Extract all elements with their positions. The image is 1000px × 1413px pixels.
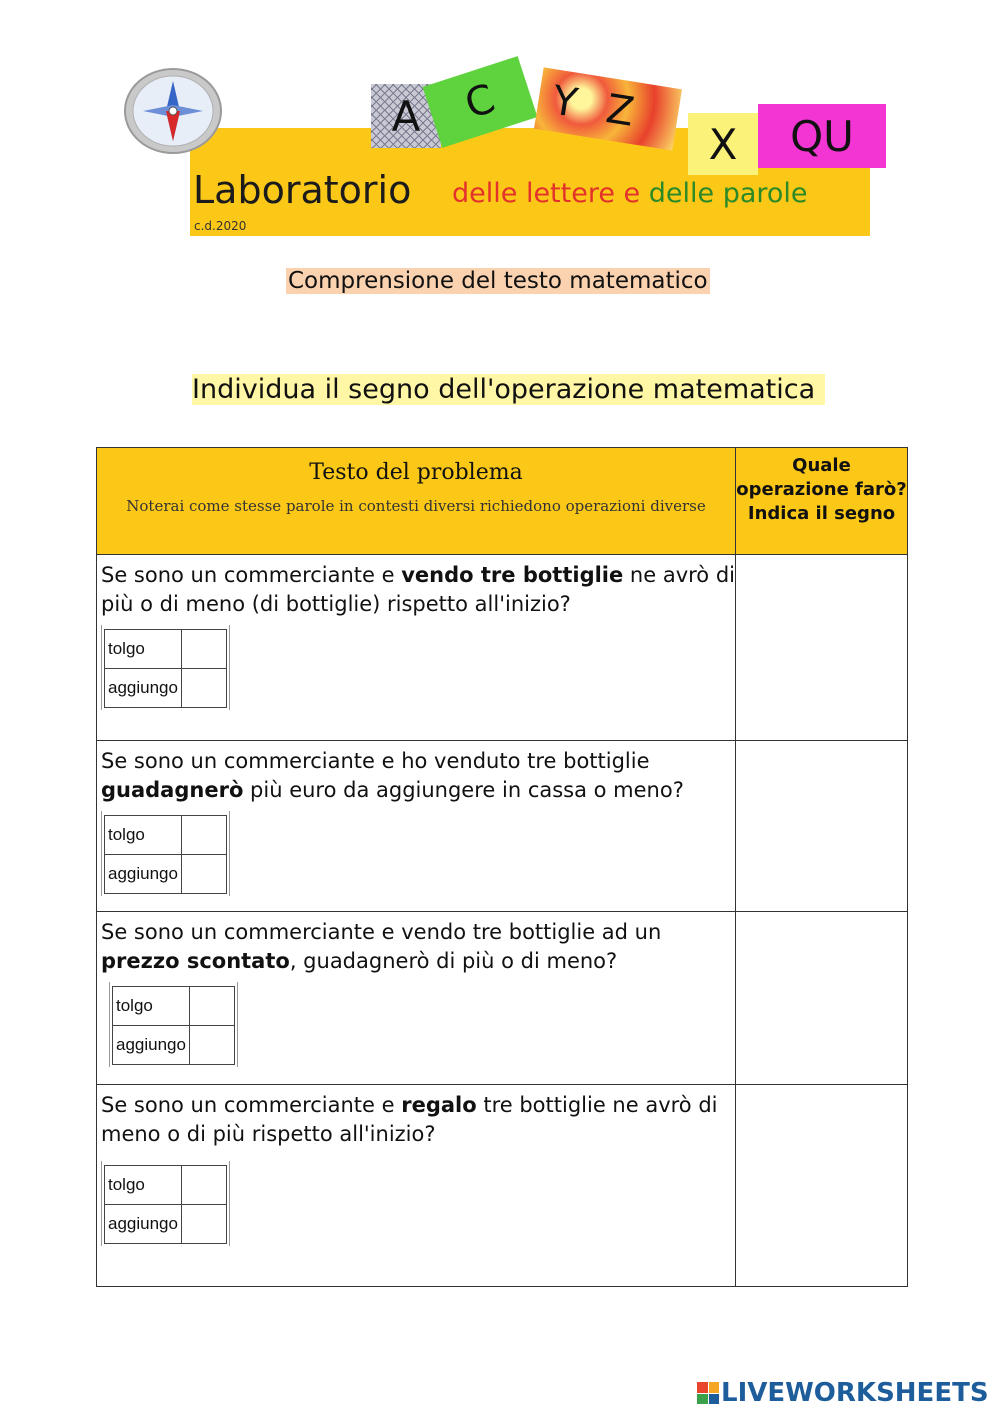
option-table-wrapper bbox=[109, 982, 238, 1067]
header-banner bbox=[0, 0, 1000, 250]
question-text: Se sono un commerciante e vendo tre bottiglie ad un bbox=[101, 920, 662, 944]
option-label-aggiungo: aggiungo bbox=[105, 669, 182, 708]
option-label-tolgo: tolgo bbox=[113, 987, 190, 1026]
question-text: più euro da aggiungere in cassa o meno? bbox=[243, 778, 684, 802]
column-header-operation: Quale operazione farò? Indica il segno bbox=[736, 448, 908, 555]
table-row bbox=[97, 741, 908, 912]
banner-subtitle-part1: delle lettere e bbox=[452, 178, 641, 209]
option-table-wrapper bbox=[101, 625, 230, 710]
answer-sign-cell[interactable] bbox=[736, 1085, 908, 1287]
option-label-aggiungo: aggiungo bbox=[105, 1205, 182, 1244]
banner-credit: c.d.2020 bbox=[194, 219, 247, 233]
column-header-title: Testo del problema bbox=[309, 460, 523, 485]
banner-title: Laboratorio bbox=[193, 168, 412, 212]
question-text: tre bottiglie ne avrò di meno o di più rispetto all'inizio? bbox=[101, 1093, 718, 1146]
question-text: ne avrò di più o di meno (di bottiglie) rispetto all'inizio? bbox=[101, 563, 735, 616]
question-keyword: vendo tre bottiglie bbox=[401, 563, 624, 587]
question-text: , guadagnerò di più o di meno? bbox=[289, 949, 618, 973]
table-row bbox=[97, 555, 908, 741]
table-row bbox=[97, 1085, 908, 1287]
answer-sign-cell[interactable] bbox=[736, 741, 908, 912]
page-instruction: Individua il segno dell'operazione matematica bbox=[192, 374, 825, 405]
letter-tile-yz: YZ bbox=[534, 67, 682, 150]
question-text: Se sono un commerciante e ho venduto tre bottiglie bbox=[101, 749, 650, 773]
option-checkbox[interactable] bbox=[181, 855, 226, 894]
question-text: Se sono un commerciante e bbox=[101, 1093, 402, 1117]
option-label-tolgo: tolgo bbox=[105, 1166, 182, 1205]
question-text: Se sono un commerciante e bbox=[101, 563, 402, 587]
compass-icon bbox=[123, 67, 223, 155]
column-header-text bbox=[97, 448, 736, 555]
option-checkbox[interactable] bbox=[181, 669, 226, 708]
liveworksheets-logo-icon bbox=[697, 1382, 719, 1404]
letter-tile-x: X bbox=[688, 113, 758, 175]
option-checkbox[interactable] bbox=[181, 1205, 226, 1244]
column-header-note: Noterai come stesse parole in contesti diversi richiedono operazioni diverse bbox=[126, 497, 706, 515]
option-label-aggiungo: aggiungo bbox=[105, 855, 182, 894]
question-keyword: prezzo scontato bbox=[101, 949, 290, 973]
option-checkbox[interactable] bbox=[181, 1166, 226, 1205]
option-table bbox=[112, 986, 235, 1065]
option-checkbox[interactable] bbox=[181, 816, 226, 855]
banner-subtitle bbox=[452, 178, 808, 209]
answer-sign-cell[interactable] bbox=[736, 555, 908, 741]
question-cell bbox=[97, 741, 736, 912]
table-row bbox=[97, 912, 908, 1085]
option-table bbox=[104, 815, 227, 894]
liveworksheets-text: LIVEWORKSHEETS bbox=[721, 1378, 989, 1408]
letter-tile-c: C bbox=[423, 56, 538, 148]
letter-tile-a: A bbox=[371, 84, 441, 148]
page-subtitle: Comprensione del testo matematico bbox=[288, 268, 708, 294]
option-label-aggiungo: aggiungo bbox=[113, 1026, 190, 1065]
question-keyword: guadagnerò bbox=[101, 778, 244, 802]
option-checkbox[interactable] bbox=[181, 630, 226, 669]
exercise-table bbox=[96, 447, 908, 1287]
option-table bbox=[104, 1165, 227, 1244]
option-table bbox=[104, 629, 227, 708]
option-label-tolgo: tolgo bbox=[105, 816, 182, 855]
question-cell bbox=[97, 912, 736, 1085]
option-table-wrapper bbox=[101, 811, 230, 896]
question-cell bbox=[97, 555, 736, 741]
option-checkbox[interactable] bbox=[189, 987, 234, 1026]
answer-sign-cell[interactable] bbox=[736, 912, 908, 1085]
option-label-tolgo: tolgo bbox=[105, 630, 182, 669]
option-checkbox[interactable] bbox=[189, 1026, 234, 1065]
liveworksheets-watermark bbox=[697, 1378, 989, 1408]
banner-subtitle-part2: delle parole bbox=[648, 178, 808, 209]
question-cell bbox=[97, 1085, 736, 1287]
letter-tile-qu: QU bbox=[758, 104, 886, 168]
question-keyword: regalo bbox=[401, 1093, 477, 1117]
option-table-wrapper bbox=[101, 1161, 230, 1246]
